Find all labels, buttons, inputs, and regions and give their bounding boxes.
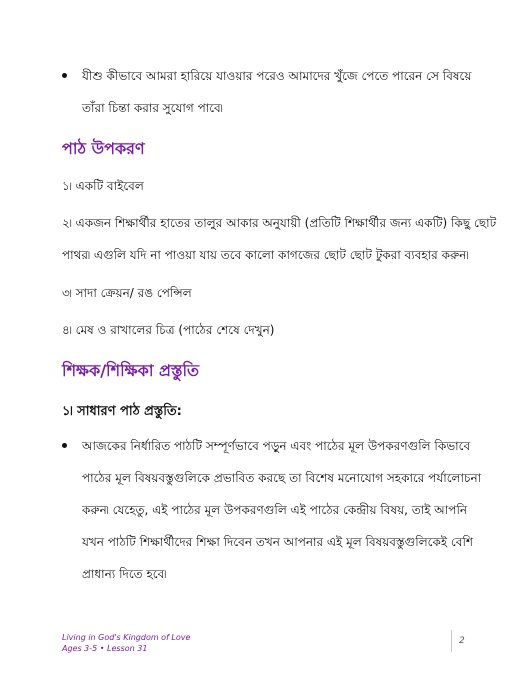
bullet-text: যীশু কীভাবে আমরা হারিয়ে যাওয়ার পরেও আমাদের খুঁজে পেতে পারেন সে বিষয়ে তাঁরা চিন্তা করার সুযোগ পাবে৷ [82, 69, 472, 115]
subheading-general-preparation: ১৷ সাধারণ পাঠ প্রস্তুতি: [62, 404, 182, 419]
bullet-item [62, 430, 492, 590]
footer-title: Living in God's Kingdom of Love [62, 633, 191, 642]
footer-divider [451, 630, 452, 652]
material-item-2: ২৷ একজন শিক্ষার্থীর হাতের তালুর আকার অনুযায়ী (প্রতিটি শিক্ষার্থীর জন্য একটি) কিছু ছোট পাথর৷ এগুলি যদি না পাওয়া যায় তবে কালো কাগজের ছোট ছোট টুকরা ব্যবহার করুন৷ [62, 216, 497, 262]
bullet-text: আজকের নির্ধারিত পাঠটি সম্পূর্ণভাবে পড়ুন এবং পাঠের মূল উপকরণগুলি কিভাবে পাঠের মূল বিষয়বস্তুগুলিকে প্রভাবিত করছে তা বিশেষ মনোযোগ সহকারে পর্যালোচনা করুন৷ যেহেতু, এই পাঠের মূল উপকরণগুলি এই পাঠের কেন্দ্রীয় বিষয়, তাই আপনি যখন পাঠটি শিক্ষার্থীদের শিক্ষা দিবেন তখন আপনার এই মূল বিষয়বস্তুগুলিকেই বেশি প্রাধান্য দিতে হবে৷ [82, 439, 482, 581]
footer [62, 632, 190, 654]
section-heading-teacher-preparation: শিক্ষক/শিক্ষিকা প্রস্তুতি [62, 361, 200, 380]
bullet-item [62, 60, 492, 124]
material-item-3: ৩৷ সাদা ক্রেয়ন/ রঙ পেন্সিল [62, 286, 192, 300]
material-item-1: ১৷ একটি বাইবেল [62, 179, 144, 193]
bullet-dot-icon [62, 73, 67, 78]
footer-subtitle: Ages 3-5 • Lesson 31 [62, 644, 148, 653]
bullet-dot-icon [62, 443, 67, 448]
page-number: 2 [459, 636, 465, 646]
material-item-4: ৪৷ মেষ ও রাখালের চিত্র (পাঠের শেষে দেখুন) [62, 323, 275, 337]
section-heading-materials: পাঠ উপকরণ [62, 139, 145, 158]
